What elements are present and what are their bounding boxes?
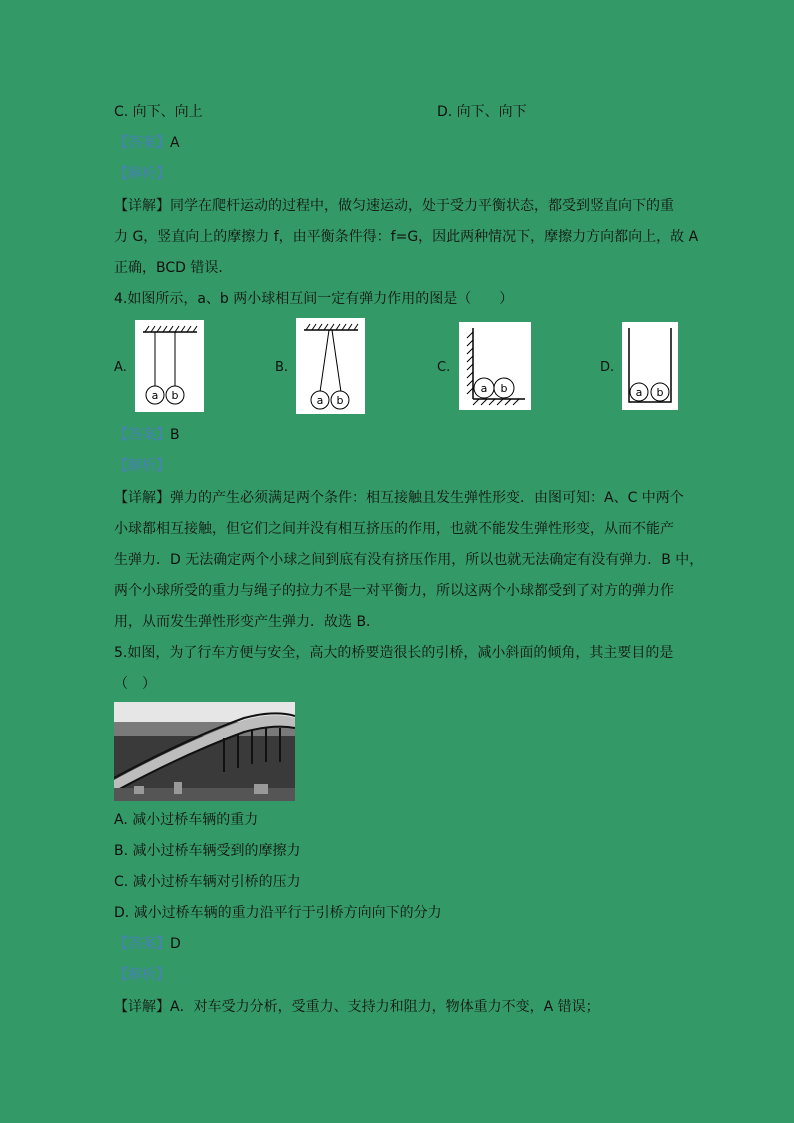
answer-tag: 【答案】 (114, 936, 170, 952)
q5-stem-line-2: （ ） (114, 676, 156, 692)
answer-value: A (170, 135, 180, 151)
q5-stem-line-1: 5.如图，为了行车方便与安全，高大的桥要造很长的引桥，减小斜面的倾角，其主要目的是 (114, 645, 674, 661)
answer-tag: 【答案】 (114, 427, 170, 443)
q4-stem: 4.如图所示，a、b 两小球相互间一定有弹力作用的图是（ ） (114, 291, 514, 307)
q3-detail-line-1: 【详解】同学在爬杆运动的过程中，做匀速运动，处于受力平衡状态，都受到竖直向下的重 (114, 198, 674, 214)
ball-a-label: a (316, 394, 324, 407)
q4-figure-b (296, 318, 365, 414)
q4-option-c-label: C. (437, 360, 451, 375)
q4-option-a-label: A. (114, 360, 127, 375)
answer-tag: 【答案】 (114, 135, 170, 151)
ball-a-label: a (151, 389, 159, 402)
q4-figure-c (459, 322, 531, 410)
q4-answer-line (114, 425, 180, 445)
ball-b-label: b (500, 382, 508, 395)
q4-option-b-label: B. (275, 360, 289, 375)
ball-b-label: b (656, 386, 664, 399)
q5-option-a: A. 减小过桥车辆的重力 (114, 812, 259, 828)
q4-analysis-tag: 【解析】 (114, 458, 170, 474)
q4-detail-line-1: 【详解】弹力的产生必须满足两个条件：相互接触且发生弹性形变．由图可知：A、C 中两个 (114, 490, 684, 506)
q3-analysis-tag: 【解析】 (114, 166, 170, 182)
bridge-photo (114, 702, 295, 801)
answer-value: D (170, 936, 181, 952)
q5-option-d: D. 减小过桥车辆的重力沿平行于引桥方向向下的分力 (114, 905, 442, 921)
q5-detail-line-1: 【详解】A．对车受力分析，受重力、支持力和阻力，物体重力不变，A 错误； (114, 999, 600, 1015)
ball-b-label: b (336, 394, 344, 407)
q4-detail-line-3: 生弹力．D 无法确定两个小球之间到底有没有挤压作用，所以也就无法确定有没有弹力．B 中， (114, 552, 704, 568)
q3-detail-line-3: 正确，BCD 错误． (114, 260, 233, 276)
q4-detail-line-2: 小球都相互接触，但它们之间并没有相互挤压的作用，也就不能发生弹性形变，从而不能产 (114, 521, 674, 537)
q5-option-b: B. 减小过桥车辆受到的摩擦力 (114, 843, 301, 859)
q3-answer-line (114, 133, 180, 153)
q4-figure-a (135, 320, 204, 412)
q5-option-c: C. 减小过桥车辆对引桥的压力 (114, 874, 301, 890)
q4-figure-d (622, 322, 678, 410)
q3-option-c: C. 向下、向上 (114, 104, 203, 120)
ball-a-label: a (635, 386, 643, 399)
q5-analysis-tag: 【解析】 (114, 967, 170, 983)
q3-detail-line-2: 力 G，竖直向上的摩擦力 f，由平衡条件得：f=G，因此两种情况下，摩擦力方向都向上，故 A (114, 229, 699, 245)
ball-a-label: a (480, 382, 488, 395)
ball-b-label: b (171, 389, 179, 402)
q5-answer-line (114, 934, 181, 954)
q3-option-d: D. 向下、向下 (437, 104, 527, 120)
answer-value: B (170, 427, 180, 443)
q4-detail-line-4: 两个小球所受的重力与绳子的拉力不是一对平衡力，所以这两个小球都受到了对方的弹力作 (114, 583, 674, 599)
q4-option-d-label: D. (600, 360, 615, 375)
q4-detail-line-5: 用，从而发生弹性形变产生弹力．故选 B． (114, 614, 381, 630)
